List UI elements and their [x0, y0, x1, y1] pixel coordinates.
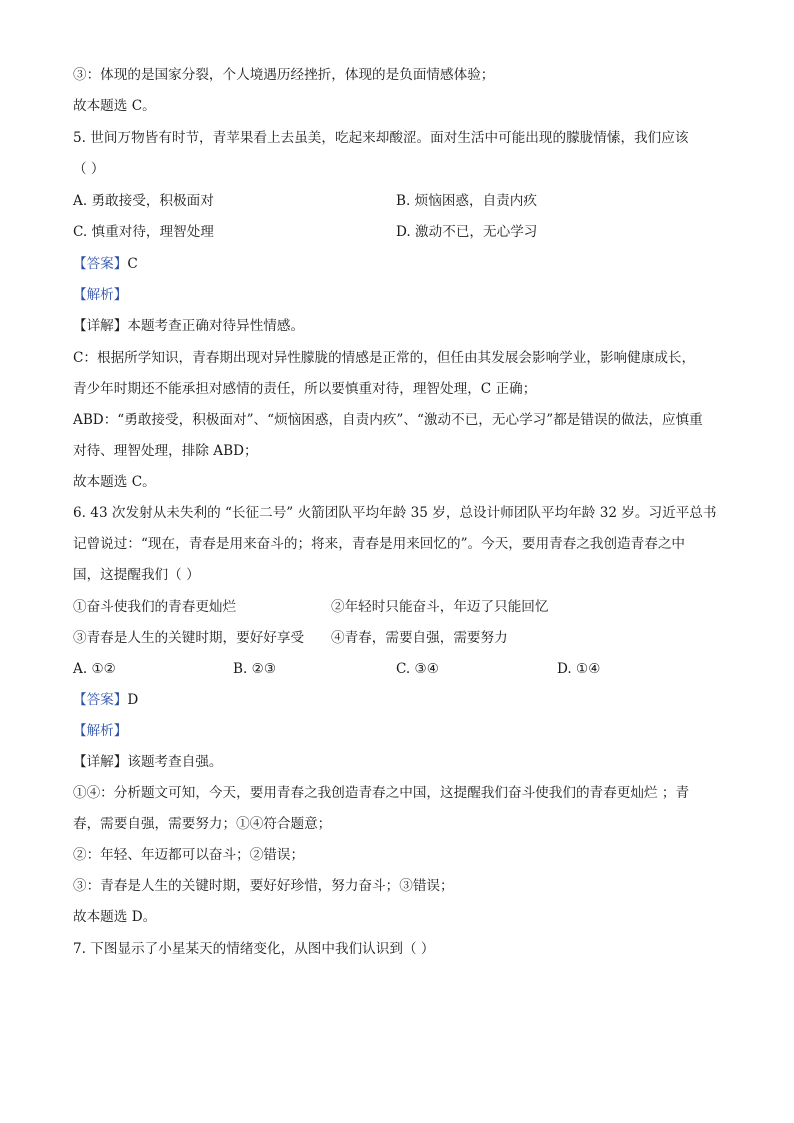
- q6-item-2: ②年轻时只能奋斗，年迈了只能回忆: [331, 599, 549, 615]
- q6-item-1: ①奋斗使我们的青春更灿烂: [73, 599, 237, 615]
- q5-answer-value: C: [127, 256, 138, 272]
- q6-conclusion: 故本题选 D。: [73, 909, 157, 925]
- q6-analysis-text: 【解析】: [73, 723, 128, 739]
- q5-explanation-1b: 青少年时期还不能承担对感情的责任，所以要慎重对待，理智处理，C 正确；: [73, 381, 537, 397]
- q6-detail-label: 【详解】: [73, 754, 128, 770]
- q6-explanation-1b: 春，需要自强，需要努力；①④符合题意；: [73, 816, 332, 832]
- q5-option-a: A. 勇敢接受，积极面对: [73, 193, 214, 209]
- q6-stem-line2: 记曾说过：“现在，青春是用来奋斗的；将来，青春是用来回忆的”。今天，要用青春之我创造青春之中: [73, 536, 686, 552]
- q5-conclusion: 故本题选 C。: [73, 474, 156, 490]
- q6-option-b: B. ②③: [233, 661, 277, 677]
- q6-option-d: D. ①④: [557, 661, 601, 677]
- q6-answer-value: D: [127, 692, 139, 708]
- q6-stem-line1: 6. 43 次发射从未失利的 “长征二号” 火箭团队平均年龄 35 岁，总设计师团队平均年龄 32 岁。习近平总书: [73, 505, 717, 521]
- q5-stem-line2: （ ）: [73, 161, 105, 177]
- prev-conclusion: 故本题选 C。: [73, 98, 156, 114]
- q6-detail-text: 该题考查自强。: [127, 754, 223, 770]
- q5-explanation-1a: C：根据所学知识，青春期出现对异性朦胧的情感是正常的，但任由其发展会影响学业，影响健康成长，: [73, 350, 696, 366]
- q5-explanation-2b: 对待、理智处理，排除 ABD；: [73, 443, 258, 459]
- q6-answer: [73, 690, 138, 710]
- q5-analysis-label: [73, 285, 127, 305]
- q6-item-4: ④青春，需要自强，需要努力: [331, 630, 508, 646]
- q5-stem-line1: 5. 世间万物皆有时节，青苹果看上去虽美，吃起来却酸涩。面对生活中可能出现的朦胧情愫，我们应该: [73, 130, 689, 146]
- q6-option-c: C. ③④: [396, 661, 439, 677]
- q5-explanation-2a: ABD：“勇敢接受，积极面对”、“烦恼困惑，自责内疚”、“激动不已，无心学习”都是错误的做法，应慎重: [73, 412, 703, 428]
- q5-analysis-text: 【解析】: [73, 287, 128, 303]
- q5-detail-label: 【详解】: [73, 318, 128, 334]
- q6-item-3: ③青春是人生的关键时期，要好好享受: [73, 630, 305, 646]
- q5-option-d: D. 激动不已，无心学习: [396, 224, 538, 240]
- q5-answer: [73, 254, 138, 274]
- q6-analysis-label: [73, 721, 127, 741]
- q5-detail-text: 本题考查正确对待异性情感。: [127, 318, 305, 334]
- q7-stem-line1: 7. 下图显示了小星某天的情绪变化，从图中我们认识到（ ）: [73, 941, 435, 957]
- q6-answer-label: 【答案】: [73, 692, 128, 708]
- q6-detail: [73, 752, 223, 772]
- q6-option-a: A. ①②: [73, 661, 116, 677]
- q5-option-c: C. 慎重对待，理智处理: [73, 224, 214, 240]
- q6-stem-line3: 国，这提醒我们（ ）: [73, 567, 200, 583]
- q5-detail: [73, 316, 304, 336]
- prev-explanation-line: ③：体现的是国家分裂，个人境遇历经挫折，体现的是负面情感体验；: [73, 67, 495, 83]
- q5-option-b: B. 烦恼困惑，自责内疚: [396, 193, 537, 209]
- q6-explanation-1a: ①④：分析题文可知，今天，要用青春之我创造青春之中国，这提醒我们奋斗使我们的青春更灿烂 ；青: [73, 785, 690, 801]
- q6-explanation-3: ③：青春是人生的关键时期，要好好珍惜，努力奋斗；③错误；: [73, 878, 454, 894]
- q6-explanation-2: ②：年轻、年迈都可以奋斗；②错误；: [73, 847, 305, 863]
- q5-answer-label: 【答案】: [73, 256, 128, 272]
